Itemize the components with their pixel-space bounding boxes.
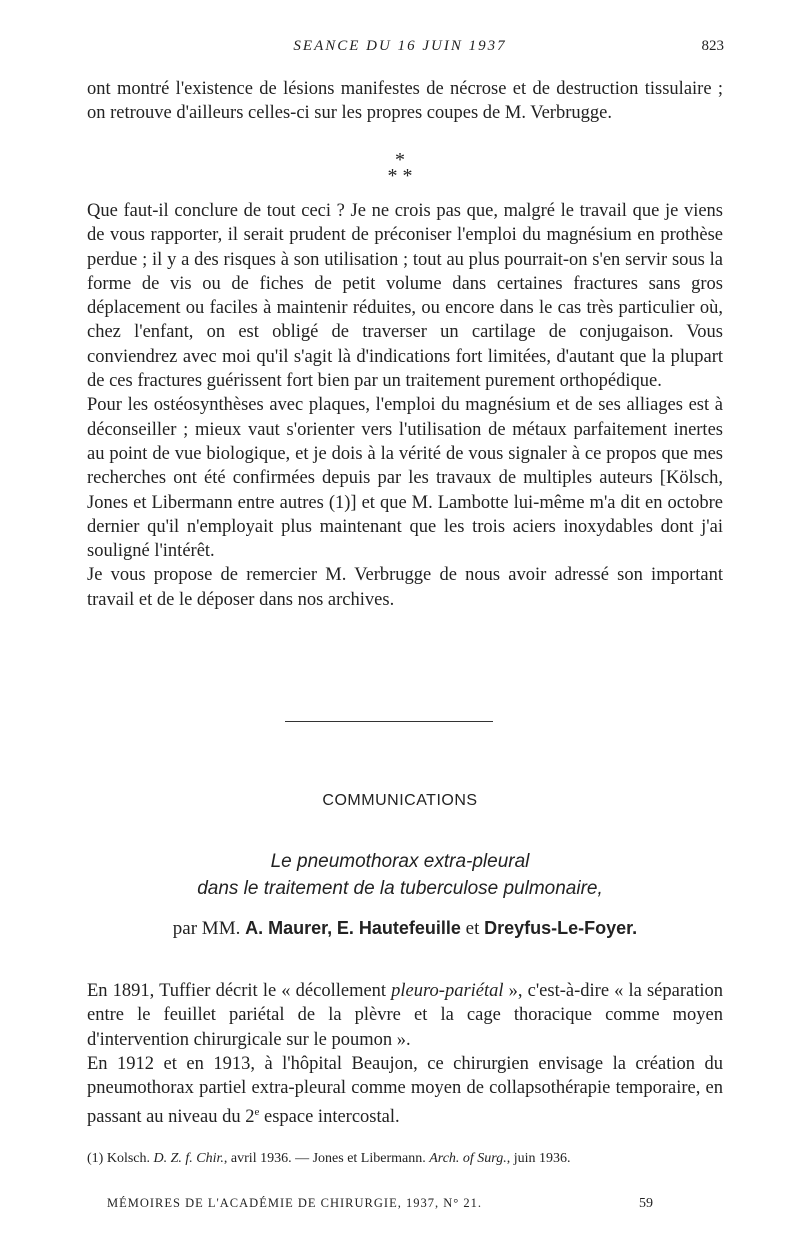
article-title xyxy=(0,848,800,902)
footer-journal: MÉMOIRES DE L'ACADÉMIE DE CHIRURGIE, 1937, N° 21. xyxy=(107,1196,482,1210)
separator-star-top: * xyxy=(395,149,405,171)
footnote xyxy=(87,1150,723,1168)
text-run: Kolsch. xyxy=(103,1151,154,1166)
article-title-line1: Le pneumothorax extra-pleural xyxy=(270,851,530,872)
running-header: SEANCE DU 16 JUIN 1937 xyxy=(293,38,507,54)
superscript: e xyxy=(254,1106,260,1119)
footnote-marker: (1) xyxy=(87,1151,104,1166)
article-title-line2: dans le traitement de la tuberculose pulmonaire, xyxy=(197,878,603,899)
authors-conjunction: et xyxy=(465,918,480,939)
article-body xyxy=(87,979,723,1130)
divider-rule xyxy=(285,721,493,722)
article-paragraph-2 xyxy=(87,1052,723,1130)
text-run: , avril 1936. — Jones et Libermann. xyxy=(223,1151,430,1166)
author-maurer: A. Maurer, xyxy=(245,918,333,938)
author-dreyfus-le-foyer: Dreyfus-Le-Foyer. xyxy=(484,918,638,938)
footer-sheet-number: 59 xyxy=(639,1196,653,1211)
page-number: 823 xyxy=(701,38,724,54)
page-footer xyxy=(107,1196,653,1211)
section-heading: COMMUNICATIONS xyxy=(322,792,478,809)
intro-paragraph xyxy=(87,77,723,126)
italic-term: pleuro-pariétal xyxy=(391,981,504,1001)
paragraph: ont montré l'existence de lésions manifestes de nécrose et de destruction tissulaire ; on retrouve d'ailleurs celles-ci sur les propres coupes de M. Verbrugge. xyxy=(87,79,723,124)
section-separator xyxy=(0,149,800,187)
paragraph-osteosynthesis: Pour les ostéosynthèses avec plaques, l'emploi du magnésium et de ses alliages est à déconseiller ; mieux vaut s'orienter vers l'utilisation de métaux parfaitement inertes au point de vue biologique, et je dois à la vérité de vous signaler à ce propos que mes recherches ont été confirmées depuis par les travaux de multiples auteurs [Kölsch, Jones et Libermann entre autres (1)] et que M. Lambotte lui-même m'a dit en octobre dernier qu'il n'employait plus maintenant que les trois aciers inoxydables dont j'ai souligné l'intérêt. xyxy=(87,395,723,562)
article-paragraph-1 xyxy=(87,979,723,1052)
text-run: espace intercostal. xyxy=(259,1107,400,1128)
journal-title: Arch. of Surg. xyxy=(429,1151,507,1166)
separator-stars-bottom: * * xyxy=(387,165,413,187)
text-run: En 1891, Tuffier décrit le « décollement xyxy=(87,981,392,1001)
paragraph-thanks: Je vous propose de remercier M. Verbrugge de nous avoir adressé son important travail et de le déposer dans nos archives. xyxy=(87,565,723,610)
journal-title: D. Z. f. Chir. xyxy=(153,1151,224,1166)
report-body xyxy=(87,199,723,612)
authors-prefix: par MM. xyxy=(172,918,241,939)
paragraph-conclusion: Que faut-il conclure de tout ceci ? Je ne crois pas que, malgré le travail que je viens de vous rapporter, il serait prudent de préconiser l'emploi du magnésium en prothèse perdue ; il y a des risques à son utilisation ; tout au plus pourrait-on s'en servir sous la forme de vis ou de fiches de petit volume dans certaines fractures sans gros déplacement ou faciles à maintenir réduites, ou encore dans le cas très particulier où, chez l'enfant, on est obligé de traverser un cartilage de conjugaison. Vous conviendrez avec moi qu'il s'agit là d'indications fort limitées, d'autant que la plupart de ces fractures guérissent fort bien par un traitement purement orthopédique. xyxy=(87,201,723,392)
article-authors xyxy=(87,918,723,940)
text-run: », c'est-à-dire « la séparation entre le feuillet pariétal de la plèvre et la cage thoracique comme moyen d'intervention chirurgicale sur le poumon ». xyxy=(87,981,723,1050)
author-hautefeuille: E. Hautefeuille xyxy=(336,918,461,938)
text-run: , juin 1936. xyxy=(506,1151,571,1166)
text-run: En 1912 et en 1913, à l'hôpital Beaujon, ce chirurgien envisage la création du pneumothorax partiel extra-pleural comme moyen de collapsothérapie temporaire, en passant au niveau du 2 xyxy=(87,1053,723,1128)
